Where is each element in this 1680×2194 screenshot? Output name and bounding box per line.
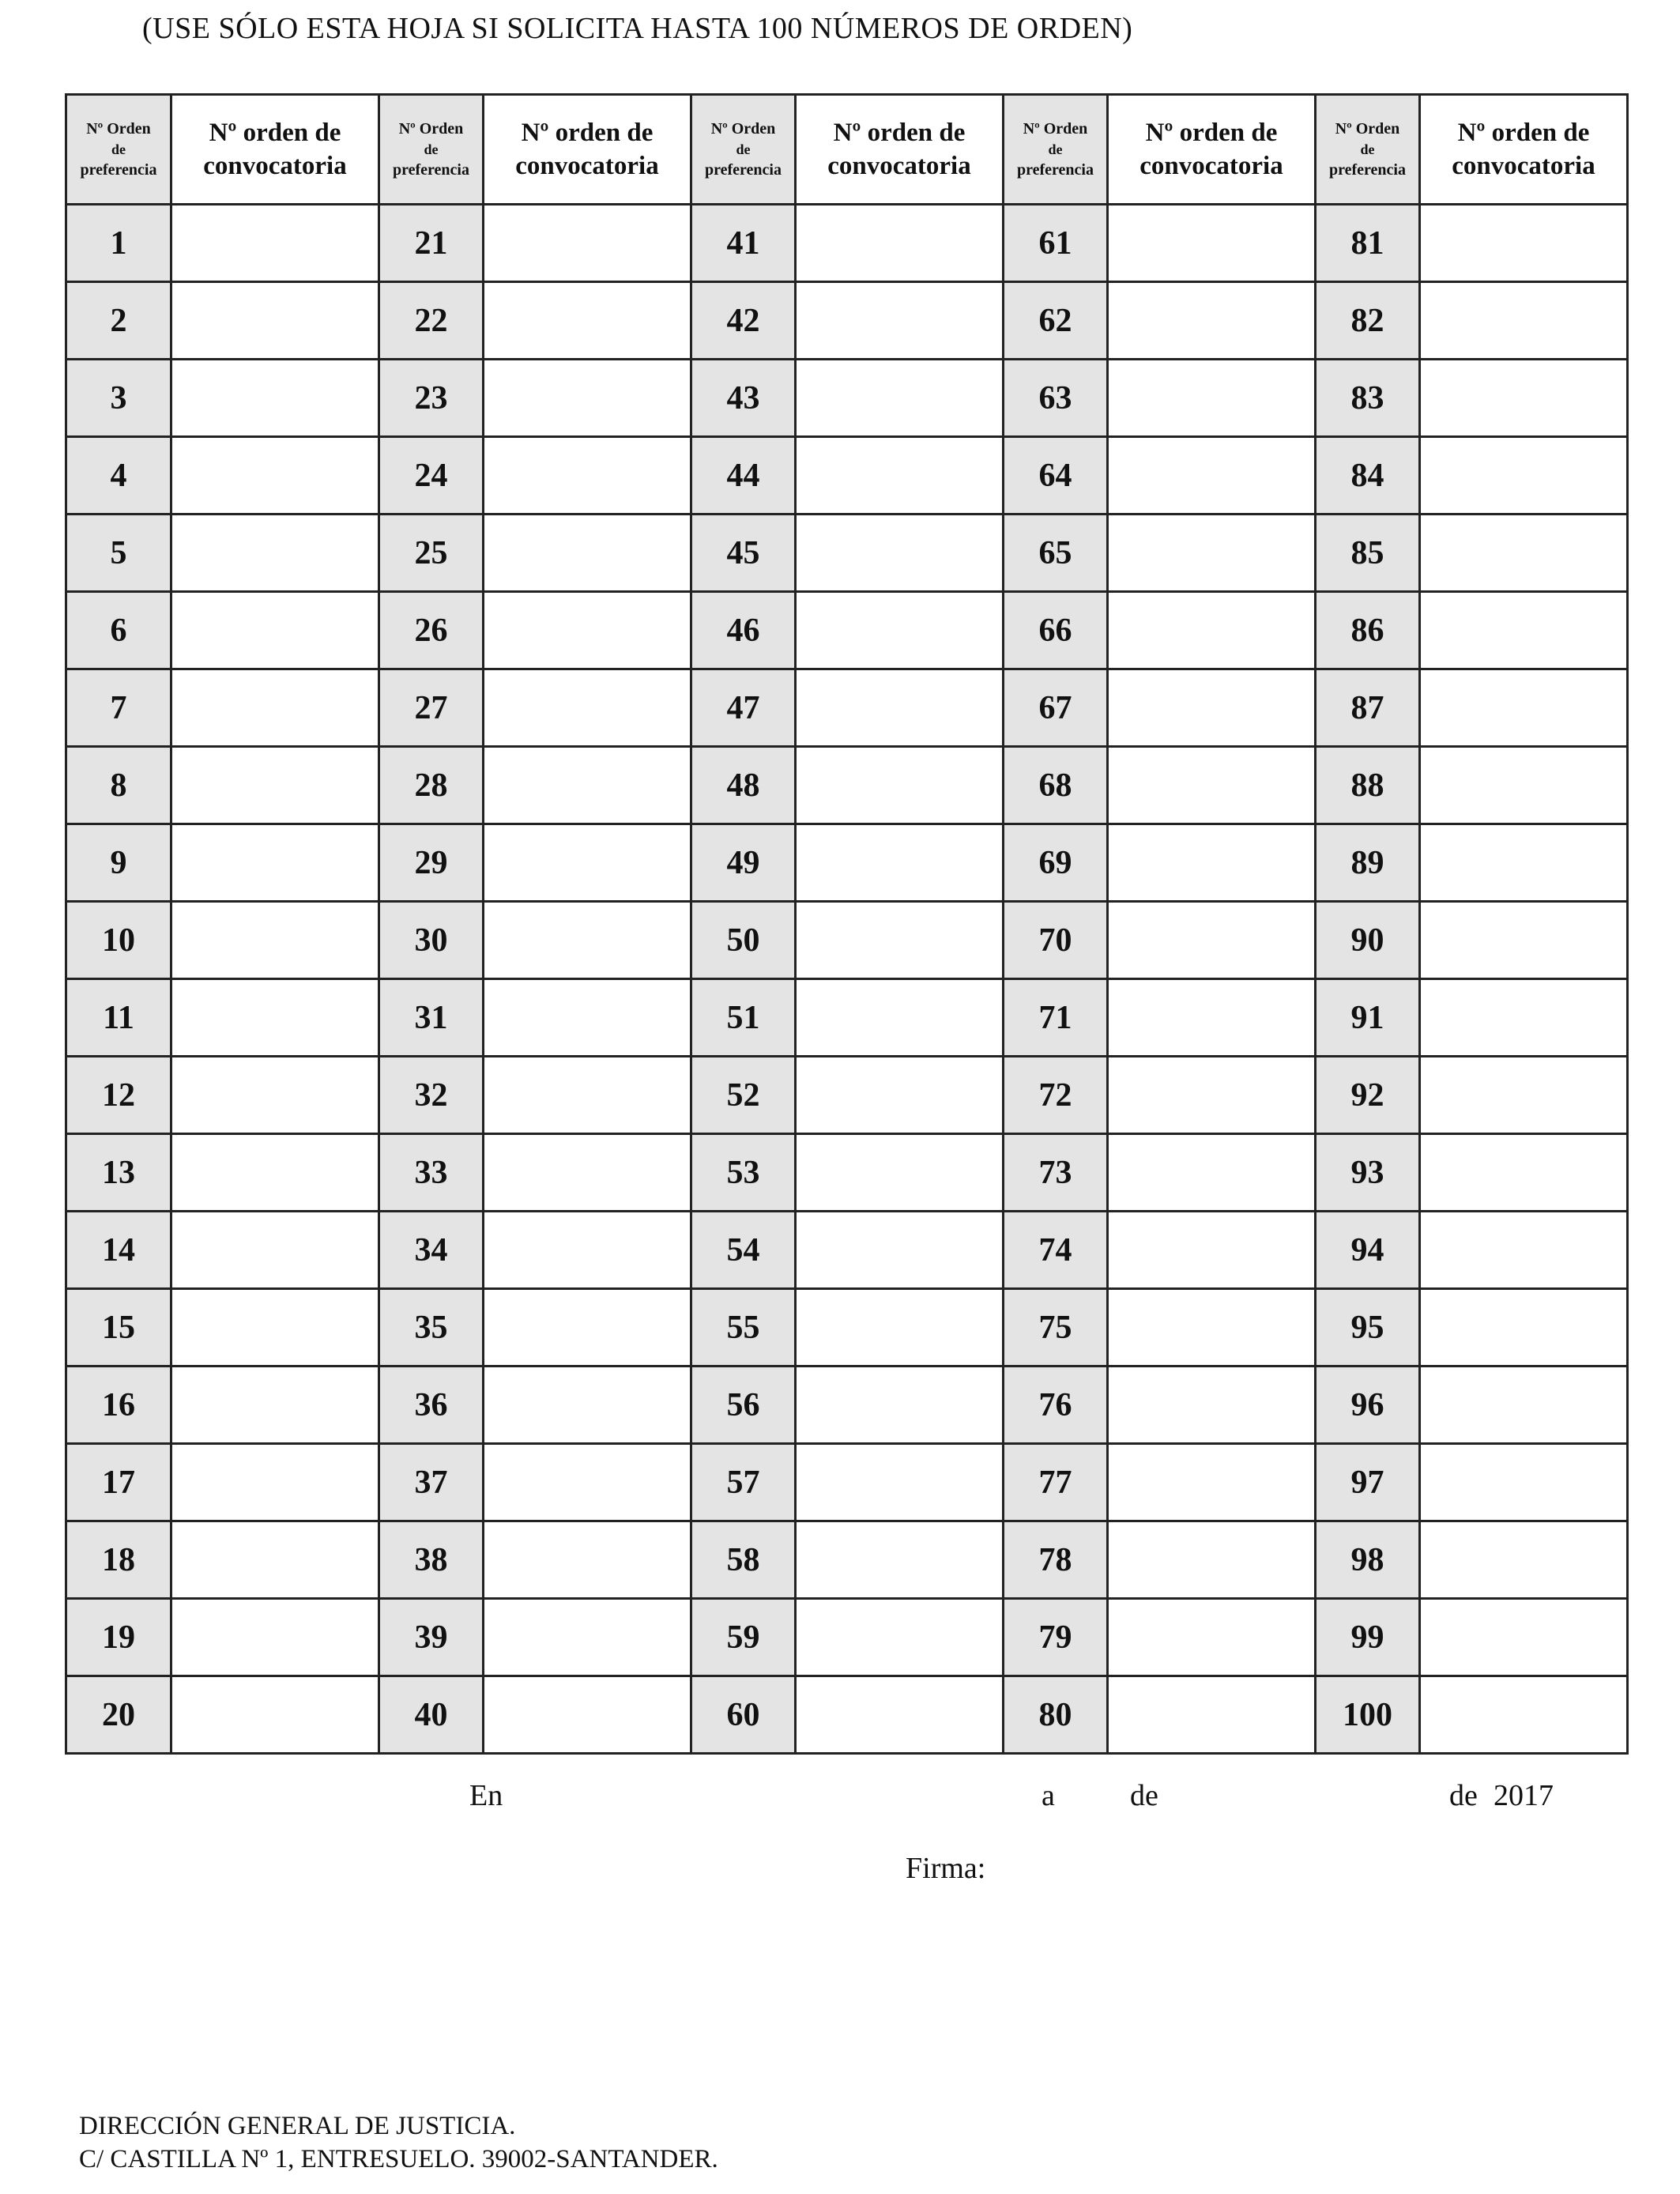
preference-number: 96 (1316, 1367, 1420, 1444)
convocatoria-entry-field[interactable] (484, 1599, 691, 1676)
preference-number: 94 (1316, 1212, 1420, 1289)
preference-number: 34 (379, 1212, 484, 1289)
convocatoria-entry-field[interactable] (484, 282, 691, 360)
preference-number: 67 (1004, 669, 1108, 747)
convocatoria-entry-field[interactable] (171, 747, 379, 824)
convocatoria-entry-field[interactable] (1420, 669, 1628, 747)
convocatoria-entry-field[interactable] (796, 205, 1004, 282)
convocatoria-entry-field[interactable] (796, 1134, 1004, 1212)
convocatoria-entry-field[interactable] (796, 592, 1004, 669)
table-row (66, 282, 1628, 360)
convocatoria-entry-field[interactable] (1420, 902, 1628, 979)
preference-number: 16 (66, 1367, 171, 1444)
preference-number: 45 (691, 515, 796, 592)
convocatoria-entry-field[interactable] (484, 747, 691, 824)
convocatoria-entry-field[interactable] (796, 1367, 1004, 1444)
preference-number: 61 (1004, 205, 1108, 282)
convocatoria-entry-field[interactable] (484, 592, 691, 669)
header-preference-text: Nº Orden (86, 120, 151, 138)
preference-number: 100 (1316, 1676, 1420, 1754)
convocatoria-entry-field[interactable] (1108, 360, 1316, 437)
convocatoria-entry-field[interactable] (796, 437, 1004, 515)
preference-number: 62 (1004, 282, 1108, 360)
table-row (66, 1057, 1628, 1134)
preference-number: 11 (66, 979, 171, 1057)
header-convocatoria-text: Nº orden de (1457, 119, 1590, 147)
header-preference-order (1004, 95, 1108, 205)
convocatoria-entry-field[interactable] (484, 1057, 691, 1134)
header-convocatoria-text: convocatoria (515, 152, 659, 180)
table-row (66, 1367, 1628, 1444)
address-line-2: C/ CASTILLA Nº 1, ENTRESUELO. 39002-SANTANDER. (79, 2145, 718, 2173)
header-convocatoria-text: convocatoria (1139, 152, 1283, 180)
header-preference-order (1316, 95, 1420, 205)
convocatoria-entry-field[interactable] (1108, 1521, 1316, 1599)
preference-number: 31 (379, 979, 484, 1057)
convocatoria-entry-field[interactable] (171, 515, 379, 592)
preference-number: 8 (66, 747, 171, 824)
preference-number: 14 (66, 1212, 171, 1289)
convocatoria-entry-field[interactable] (796, 282, 1004, 360)
convocatoria-entry-field[interactable] (1108, 1444, 1316, 1521)
header-convocatoria-order (796, 95, 1004, 205)
convocatoria-entry-field[interactable] (1420, 824, 1628, 902)
convocatoria-entry-field[interactable] (1420, 747, 1628, 824)
footer-en-label: En (469, 1779, 503, 1812)
preference-number: 19 (66, 1599, 171, 1676)
preference-number: 17 (66, 1444, 171, 1521)
table-row (66, 1599, 1628, 1676)
header-preference-text: preferencia (80, 161, 157, 179)
header-preference-order (379, 95, 484, 205)
convocatoria-entry-field[interactable] (796, 1444, 1004, 1521)
preference-number: 29 (379, 824, 484, 902)
preference-number: 56 (691, 1367, 796, 1444)
preference-number: 33 (379, 1134, 484, 1212)
preference-number: 97 (1316, 1444, 1420, 1521)
convocatoria-entry-field[interactable] (484, 979, 691, 1057)
header-preference-text: Nº Orden (398, 120, 464, 138)
table-row (66, 1134, 1628, 1212)
preference-number: 99 (1316, 1599, 1420, 1676)
convocatoria-entry-field[interactable] (796, 902, 1004, 979)
convocatoria-entry-field[interactable] (1108, 1057, 1316, 1134)
preference-number: 32 (379, 1057, 484, 1134)
preference-number: 43 (691, 360, 796, 437)
convocatoria-entry-field[interactable] (171, 669, 379, 747)
footer-year: 2017 (1494, 1779, 1554, 1812)
convocatoria-entry-field[interactable] (171, 437, 379, 515)
preference-number: 91 (1316, 979, 1420, 1057)
convocatoria-entry-field[interactable] (1108, 1676, 1316, 1754)
preference-number: 10 (66, 902, 171, 979)
preference-number: 2 (66, 282, 171, 360)
table-row (66, 669, 1628, 747)
convocatoria-entry-field[interactable] (484, 824, 691, 902)
preference-number: 23 (379, 360, 484, 437)
preference-number: 87 (1316, 669, 1420, 747)
convocatoria-entry-field[interactable] (171, 1289, 379, 1367)
convocatoria-entry-field[interactable] (796, 1289, 1004, 1367)
preference-number: 13 (66, 1134, 171, 1212)
header-convocatoria-text: Nº orden de (833, 119, 966, 147)
preference-number: 81 (1316, 205, 1420, 282)
convocatoria-entry-field[interactable] (796, 669, 1004, 747)
preference-number: 70 (1004, 902, 1108, 979)
convocatoria-entry-field[interactable] (484, 902, 691, 979)
header-convocatoria-order (1108, 95, 1316, 205)
convocatoria-entry-field[interactable] (484, 1676, 691, 1754)
footer-a-label: a (1042, 1779, 1055, 1812)
header-convocatoria-text: convocatoria (1452, 152, 1595, 180)
preference-number: 58 (691, 1521, 796, 1599)
preference-number: 27 (379, 669, 484, 747)
preference-number: 84 (1316, 437, 1420, 515)
convocatoria-entry-field[interactable] (171, 824, 379, 902)
preference-number: 15 (66, 1289, 171, 1367)
convocatoria-entry-field[interactable] (796, 1599, 1004, 1676)
preference-number: 90 (1316, 902, 1420, 979)
table-row (66, 592, 1628, 669)
header-preference-text: de (111, 141, 126, 157)
preference-number: 89 (1316, 824, 1420, 902)
preference-number: 25 (379, 515, 484, 592)
table-row (66, 1676, 1628, 1754)
convocatoria-entry-field[interactable] (1108, 1289, 1316, 1367)
preference-number: 12 (66, 1057, 171, 1134)
preference-number: 71 (1004, 979, 1108, 1057)
convocatoria-entry-field[interactable] (1108, 205, 1316, 282)
table-row (66, 1444, 1628, 1521)
convocatoria-entry-field[interactable] (1420, 1676, 1628, 1754)
convocatoria-entry-field[interactable] (796, 1521, 1004, 1599)
convocatoria-entry-field[interactable] (484, 1521, 691, 1599)
convocatoria-entry-field[interactable] (484, 205, 691, 282)
convocatoria-entry-field[interactable] (1420, 1212, 1628, 1289)
preference-number: 5 (66, 515, 171, 592)
convocatoria-entry-field[interactable] (171, 282, 379, 360)
preference-number: 77 (1004, 1444, 1108, 1521)
header-preference-text: preferencia (704, 161, 782, 179)
convocatoria-entry-field[interactable] (484, 1367, 691, 1444)
preference-number: 57 (691, 1444, 796, 1521)
preference-number: 68 (1004, 747, 1108, 824)
preference-number: 26 (379, 592, 484, 669)
footer-de-label: de (1130, 1779, 1158, 1812)
table-row (66, 979, 1628, 1057)
convocatoria-entry-field[interactable] (484, 1289, 691, 1367)
header-preference-text: de (1360, 141, 1375, 157)
table-row (66, 1521, 1628, 1599)
convocatoria-entry-field[interactable] (796, 515, 1004, 592)
preference-number: 72 (1004, 1057, 1108, 1134)
convocatoria-entry-field[interactable] (796, 1676, 1004, 1754)
convocatoria-entry-field[interactable] (1108, 669, 1316, 747)
header-convocatoria-text: Nº orden de (1145, 119, 1278, 147)
convocatoria-entry-field[interactable] (796, 747, 1004, 824)
convocatoria-entry-field[interactable] (1108, 1212, 1316, 1289)
convocatoria-entry-field[interactable] (1108, 515, 1316, 592)
preference-number: 82 (1316, 282, 1420, 360)
preference-number: 80 (1004, 1676, 1108, 1754)
convocatoria-entry-field[interactable] (171, 360, 379, 437)
convocatoria-entry-field[interactable] (1420, 1057, 1628, 1134)
preference-number: 38 (379, 1521, 484, 1599)
preference-number: 79 (1004, 1599, 1108, 1676)
preference-number: 44 (691, 437, 796, 515)
preference-number: 22 (379, 282, 484, 360)
preference-number: 74 (1004, 1212, 1108, 1289)
convocatoria-entry-field[interactable] (1420, 1367, 1628, 1444)
preference-number: 52 (691, 1057, 796, 1134)
page-heading: (USE SÓLO ESTA HOJA SI SOLICITA HASTA 100 NÚMEROS DE ORDEN) (142, 12, 1133, 45)
convocatoria-entry-field[interactable] (1108, 1599, 1316, 1676)
preference-number: 69 (1004, 824, 1108, 902)
convocatoria-entry-field[interactable] (796, 360, 1004, 437)
table-row (66, 515, 1628, 592)
header-preference-order (66, 95, 171, 205)
header-preference-text: de (424, 141, 439, 157)
convocatoria-entry-field[interactable] (171, 1367, 379, 1444)
convocatoria-entry-field[interactable] (171, 1212, 379, 1289)
preference-number: 92 (1316, 1057, 1420, 1134)
convocatoria-entry-field[interactable] (796, 1057, 1004, 1134)
preference-number: 36 (379, 1367, 484, 1444)
convocatoria-entry-field[interactable] (484, 1444, 691, 1521)
preference-number: 60 (691, 1676, 796, 1754)
header-convocatoria-order (1420, 95, 1628, 205)
preference-number: 73 (1004, 1134, 1108, 1212)
preference-number: 35 (379, 1289, 484, 1367)
table-row (66, 902, 1628, 979)
preference-number: 9 (66, 824, 171, 902)
table-row (66, 205, 1628, 282)
header-preference-text: preferencia (1328, 161, 1406, 179)
convocatoria-entry-field[interactable] (796, 1212, 1004, 1289)
convocatoria-entry-field[interactable] (1108, 747, 1316, 824)
convocatoria-entry-field[interactable] (1108, 902, 1316, 979)
preference-number: 75 (1004, 1289, 1108, 1367)
preference-number: 48 (691, 747, 796, 824)
convocatoria-entry-field[interactable] (1420, 592, 1628, 669)
table-body (66, 205, 1628, 1754)
footer-de-year-label: de (1449, 1779, 1478, 1812)
convocatoria-entry-field[interactable] (171, 1444, 379, 1521)
convocatoria-entry-field[interactable] (171, 979, 379, 1057)
convocatoria-entry-field[interactable] (1108, 1134, 1316, 1212)
preference-number: 3 (66, 360, 171, 437)
convocatoria-entry-field[interactable] (484, 669, 691, 747)
preference-number: 18 (66, 1521, 171, 1599)
preference-number: 76 (1004, 1367, 1108, 1444)
preference-number: 54 (691, 1212, 796, 1289)
header-convocatoria-text: convocatoria (203, 152, 347, 180)
preference-number: 63 (1004, 360, 1108, 437)
preference-number: 78 (1004, 1521, 1108, 1599)
convocatoria-entry-field[interactable] (171, 1057, 379, 1134)
convocatoria-entry-field[interactable] (1108, 824, 1316, 902)
convocatoria-entry-field[interactable] (1420, 1444, 1628, 1521)
convocatoria-entry-field[interactable] (171, 1599, 379, 1676)
header-convocatoria-text: Nº orden de (209, 119, 341, 147)
preference-number: 41 (691, 205, 796, 282)
table-row (66, 360, 1628, 437)
header-preference-text: preferencia (1016, 161, 1094, 179)
convocatoria-entry-field[interactable] (484, 437, 691, 515)
convocatoria-entry-field[interactable] (1420, 1521, 1628, 1599)
preference-number: 88 (1316, 747, 1420, 824)
preference-number: 59 (691, 1599, 796, 1676)
convocatoria-entry-field[interactable] (1420, 205, 1628, 282)
preference-number: 7 (66, 669, 171, 747)
header-convocatoria-text: Nº orden de (521, 119, 654, 147)
header-convocatoria-text: convocatoria (827, 152, 971, 180)
convocatoria-entry-field[interactable] (1420, 515, 1628, 592)
preference-number: 20 (66, 1676, 171, 1754)
preference-number: 98 (1316, 1521, 1420, 1599)
header-preference-text: Nº Orden (1335, 120, 1400, 138)
preference-number: 30 (379, 902, 484, 979)
preference-number: 1 (66, 205, 171, 282)
preference-number: 93 (1316, 1134, 1420, 1212)
convocatoria-entry-field[interactable] (484, 360, 691, 437)
convocatoria-entry-field[interactable] (796, 979, 1004, 1057)
preference-number: 64 (1004, 437, 1108, 515)
header-convocatoria-order (484, 95, 691, 205)
preference-number: 83 (1316, 360, 1420, 437)
address-line-1: DIRECCIÓN GENERAL DE JUSTICIA. (79, 2112, 516, 2140)
preference-number: 53 (691, 1134, 796, 1212)
preference-number: 95 (1316, 1289, 1420, 1367)
convocatoria-entry-field[interactable] (1108, 1367, 1316, 1444)
preference-number: 66 (1004, 592, 1108, 669)
convocatoria-entry-field[interactable] (1420, 1134, 1628, 1212)
header-preference-text: de (1048, 141, 1063, 157)
preference-number: 4 (66, 437, 171, 515)
convocatoria-entry-field[interactable] (1108, 979, 1316, 1057)
preference-number: 21 (379, 205, 484, 282)
header-preference-text: de (736, 141, 751, 157)
preference-number: 55 (691, 1289, 796, 1367)
preference-number: 6 (66, 592, 171, 669)
convocatoria-entry-field[interactable] (484, 1212, 691, 1289)
preference-number: 40 (379, 1676, 484, 1754)
convocatoria-entry-field[interactable] (1108, 282, 1316, 360)
convocatoria-entry-field[interactable] (171, 902, 379, 979)
header-preference-text: preferencia (392, 161, 469, 179)
convocatoria-entry-field[interactable] (1108, 437, 1316, 515)
header-preference-text: Nº Orden (1023, 120, 1088, 138)
preference-number: 37 (379, 1444, 484, 1521)
convocatoria-entry-field[interactable] (171, 1134, 379, 1212)
convocatoria-entry-field[interactable] (1420, 360, 1628, 437)
preference-number: 24 (379, 437, 484, 515)
preference-number: 47 (691, 669, 796, 747)
header-convocatoria-order (171, 95, 379, 205)
preference-order-table (65, 93, 1629, 1755)
signature-label: Firma: (906, 1852, 986, 1885)
preference-number: 86 (1316, 592, 1420, 669)
table-row (66, 1212, 1628, 1289)
table-header-row (66, 95, 1628, 205)
preference-number: 51 (691, 979, 796, 1057)
convocatoria-entry-field[interactable] (1420, 1599, 1628, 1676)
table-row (66, 824, 1628, 902)
convocatoria-entry-field[interactable] (1420, 979, 1628, 1057)
convocatoria-entry-field[interactable] (171, 205, 379, 282)
table-row (66, 437, 1628, 515)
header-preference-text: Nº Orden (710, 120, 776, 138)
convocatoria-entry-field[interactable] (1420, 1289, 1628, 1367)
convocatoria-entry-field[interactable] (1420, 437, 1628, 515)
preference-number: 65 (1004, 515, 1108, 592)
convocatoria-entry-field[interactable] (171, 592, 379, 669)
preference-number: 39 (379, 1599, 484, 1676)
preference-number: 42 (691, 282, 796, 360)
convocatoria-entry-field[interactable] (1420, 282, 1628, 360)
table-row (66, 747, 1628, 824)
table-row (66, 1289, 1628, 1367)
preference-number: 28 (379, 747, 484, 824)
convocatoria-entry-field[interactable] (484, 1134, 691, 1212)
convocatoria-entry-field[interactable] (484, 515, 691, 592)
preference-number: 85 (1316, 515, 1420, 592)
convocatoria-entry-field[interactable] (171, 1521, 379, 1599)
header-preference-order (691, 95, 796, 205)
preference-number: 50 (691, 902, 796, 979)
convocatoria-entry-field[interactable] (1108, 592, 1316, 669)
convocatoria-entry-field[interactable] (171, 1676, 379, 1754)
preference-number: 46 (691, 592, 796, 669)
convocatoria-entry-field[interactable] (796, 824, 1004, 902)
preference-number: 49 (691, 824, 796, 902)
